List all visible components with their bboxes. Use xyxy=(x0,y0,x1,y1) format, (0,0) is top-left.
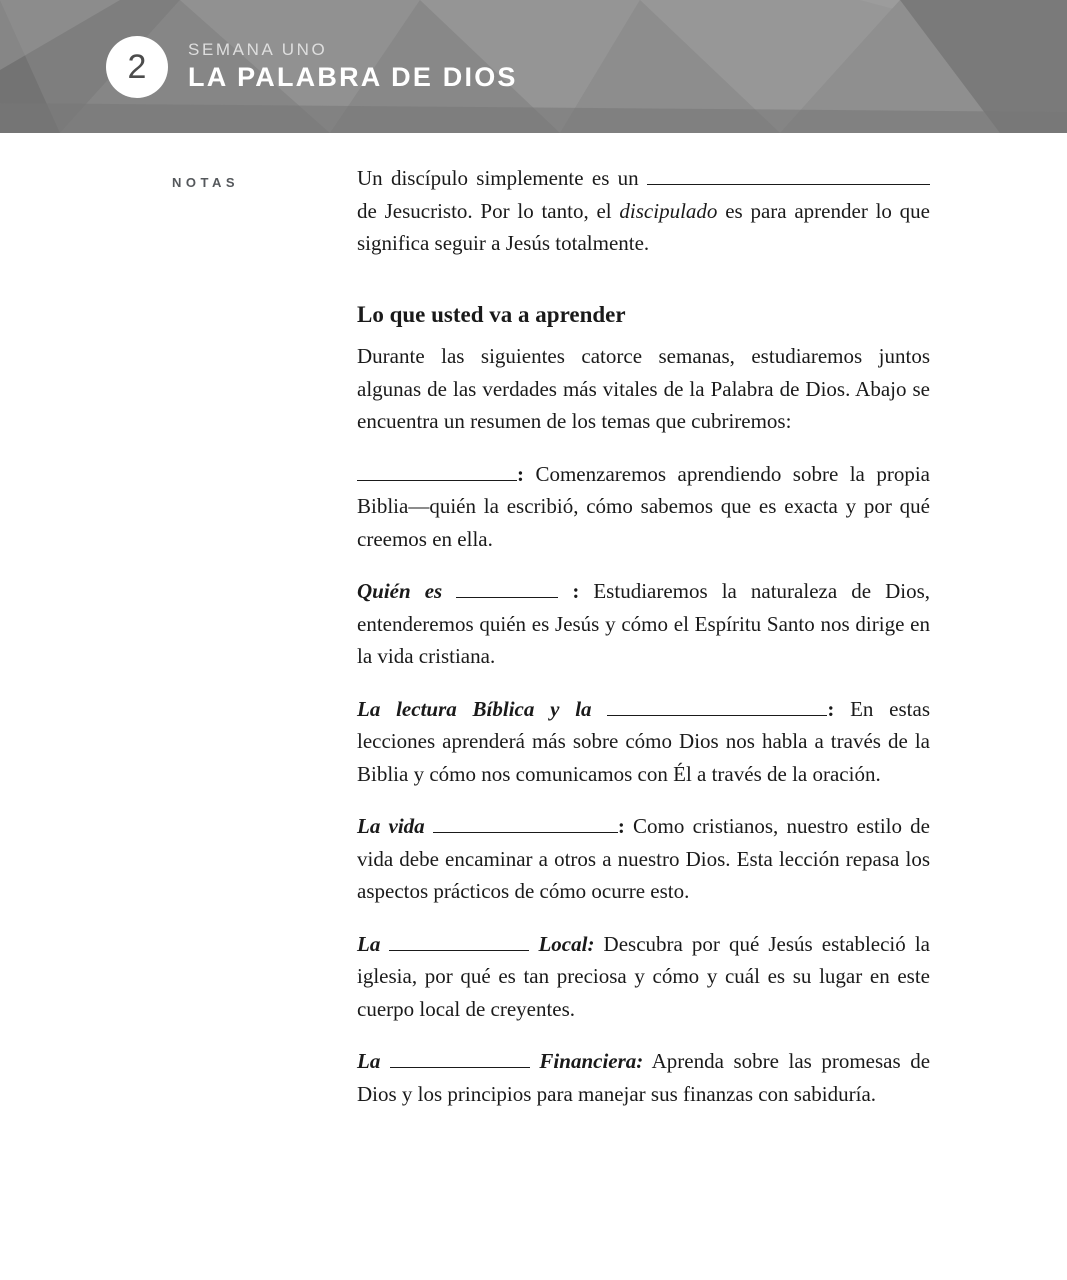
topic-paragraph-local-church xyxy=(357,928,930,1026)
fill-in-blank-line xyxy=(390,1047,530,1068)
section-heading: Lo que usted va a aprender xyxy=(357,301,626,327)
topic-paragraph-who-is xyxy=(357,575,930,673)
text-run xyxy=(592,697,608,721)
banner-content xyxy=(106,36,518,98)
text-run: Durante las siguientes catorce semanas, estudiaremos juntos algunas de las verdades más vitales de la Palabra de Dios. Abajo se encuentra un resumen de los temas que cubriremos: xyxy=(357,344,930,434)
fill-in-blank-line xyxy=(456,577,558,598)
fill-in-blank-line xyxy=(647,164,930,185)
week-kicker: SEMANA UNO xyxy=(188,39,328,59)
text-run: Financiera: xyxy=(539,1049,644,1074)
text-run: La vida xyxy=(357,814,425,839)
main-text-column xyxy=(357,133,930,1110)
text-run: Como cristianos, nuestro estilo de vida debe encaminar a otros a nuestro Dios. Esta lección repasa los aspectos prácticos de cómo ocurre esto. xyxy=(357,814,930,904)
page-header-banner xyxy=(0,0,1067,133)
text-run: : xyxy=(517,461,524,486)
page-body xyxy=(0,133,1067,1110)
text-run: : xyxy=(617,814,625,839)
text-run xyxy=(380,932,389,956)
topic-paragraph-financial xyxy=(357,1045,930,1110)
text-run: discipulado xyxy=(619,198,718,223)
text-run: Local: xyxy=(538,931,595,956)
topic-paragraph-bible xyxy=(357,458,930,556)
text-run: Descubra por qué Jesús estableció la iglesia, por qué es tan preciosa y cómo y cuál es su lugar en este cuerpo local de creyentes. xyxy=(357,931,930,1021)
fill-in-blank-line xyxy=(389,930,529,951)
text-run: Quién es xyxy=(357,579,443,604)
text-run xyxy=(380,1049,390,1073)
text-run: es para aprender lo que significa seguir a Jesús totalmente. xyxy=(357,198,931,255)
intro-paragraph xyxy=(357,162,930,260)
topic-paragraph-life xyxy=(357,810,930,908)
page-title: LA PALABRA DE DIOS xyxy=(188,62,518,93)
text-run xyxy=(530,1049,540,1073)
page-number: 2 xyxy=(127,47,147,86)
text-run xyxy=(425,814,433,838)
fill-in-blank-line xyxy=(357,460,517,481)
text-run: Un discípulo simplemente es un xyxy=(357,166,647,190)
notes-margin-label: NOTAS xyxy=(172,175,240,190)
text-run: La xyxy=(357,931,381,956)
text-run xyxy=(442,579,456,603)
text-run: La xyxy=(357,1049,381,1074)
fill-in-blank-line xyxy=(607,695,827,716)
text-run: : xyxy=(827,696,835,721)
text-run: de Jesucristo. Por lo tanto, el xyxy=(357,198,620,223)
topic-paragraph-reading-prayer xyxy=(357,693,930,791)
text-run: En estas lecciones aprenderá más sobre cómo Dios nos habla a través de la Biblia y cómo nos comunicamos con Él a través de la oración. xyxy=(357,696,930,786)
text-run: Aprenda sobre las promesas de Dios y los principios para manejar sus finanzas con sabiduría. xyxy=(357,1049,931,1106)
text-run: : xyxy=(572,579,580,604)
text-run xyxy=(558,579,572,603)
text-run: La lectura Bíblica y la xyxy=(357,696,592,721)
text-run: Comenzaremos aprendiendo sobre la propia Biblia—quién la escribió, cómo sabemos que es exacta y por qué creemos en ella. xyxy=(357,461,930,551)
page-number-badge xyxy=(106,36,168,98)
fill-in-blank-line xyxy=(433,812,618,833)
text-run: Estudiaremos la naturaleza de Dios, entenderemos quién es Jesús y cómo el Espíritu Santo nos dirige en la vida cristiana. xyxy=(357,579,930,669)
section-intro-paragraph xyxy=(357,340,930,438)
banner-titles xyxy=(188,41,518,94)
